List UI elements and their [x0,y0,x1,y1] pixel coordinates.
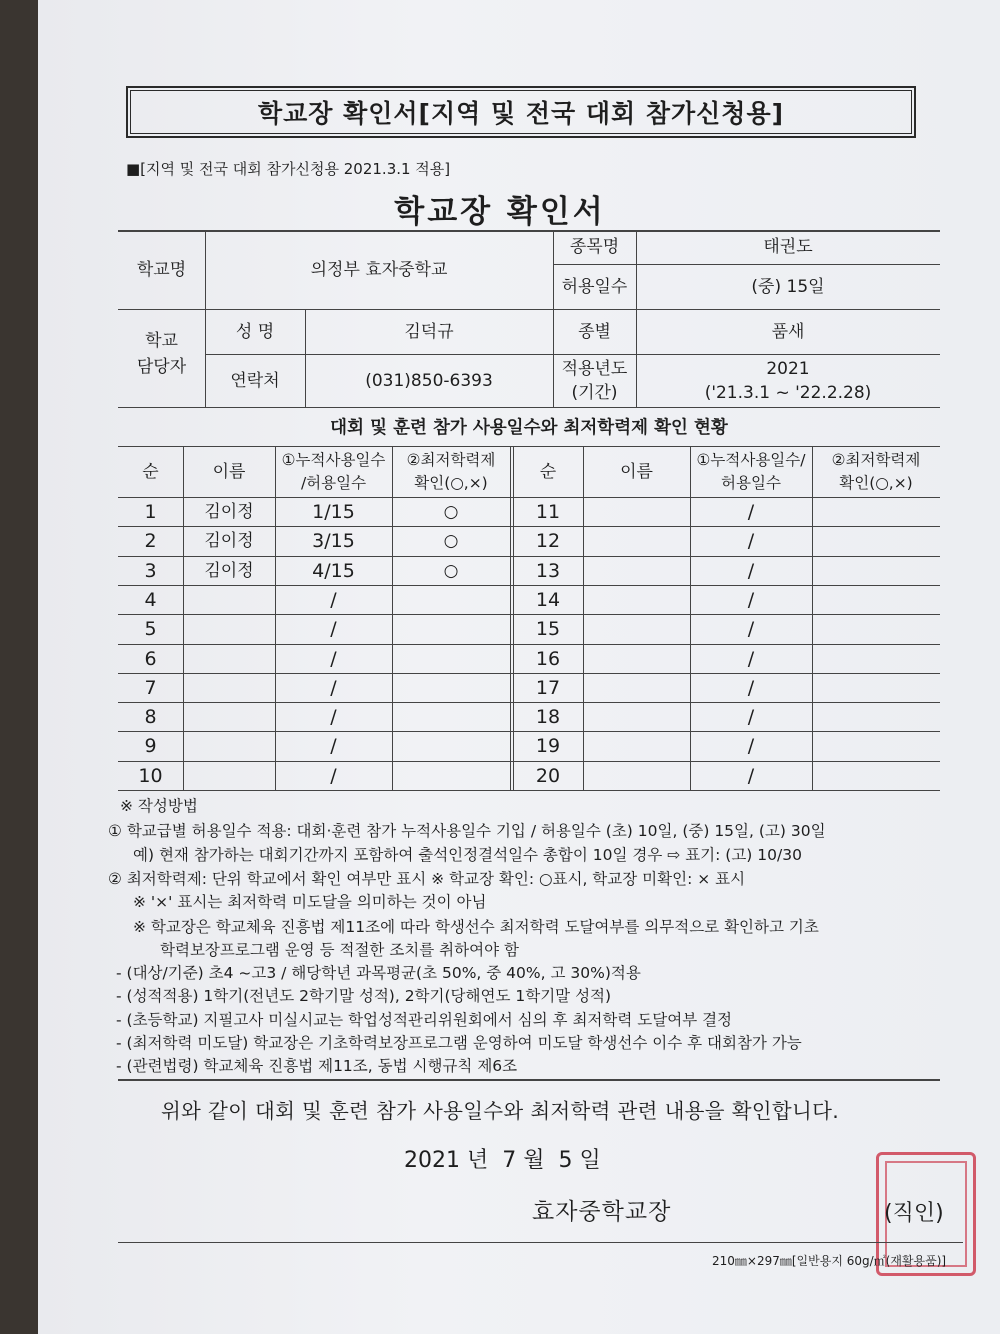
allowed-days-label: 허용일수 [561,276,628,297]
row-used-cell: / [747,734,755,757]
row-name-cell [583,497,690,526]
allowed-days-value: (중) 15일 [751,276,825,297]
row-no-cell: 14 [535,588,561,611]
row-no-cell: 15 [535,617,561,640]
header-check-right-1: ②최저학력제 [831,451,921,469]
header-used-right-2: 허용일수 [721,474,781,492]
row-check-cell [812,644,940,673]
row-check-cell [812,614,940,643]
header-name-right: 이름 [620,461,653,482]
row-name-cell [583,702,690,731]
form-subnote: ■[지역 및 전국 대회 참가신청용 2021.3.1 적용] [126,160,451,178]
year-label-2: (기간) [571,383,618,403]
row-used-cell: / [330,705,337,728]
note-line: ② 최저학력제: 단위 학교에서 확인 여부만 표시 ※ 학교장 확인: ○표시, 학교장 미확인: × 표시 [108,870,746,888]
row-no-cell: 11 [535,500,561,523]
manager-name-label: 성 명 [235,321,275,342]
row-used-cell: / [330,617,337,640]
row-check-cell [812,585,940,614]
row-name-cell [183,702,275,731]
row-check-cell [812,731,940,760]
manager-label-1: 학교 [145,331,178,351]
row-no-cell: 4 [144,588,157,611]
row-no-cell: 2 [144,529,157,552]
row-name-cell: 김이정 [204,530,254,551]
row-no-cell: 3 [144,559,157,582]
sport-label: 종목명 [569,237,620,257]
note-line: - (최저학력 미도달) 학교장은 기초학력보장프로그램 운영하여 미도달 학생선수 이수 후 대회참가 가능 [116,1034,802,1052]
row-check-cell [812,702,940,731]
row-used-cell: / [330,734,337,757]
header-check-left-2: 확인(○,×) [414,474,488,492]
row-name-cell [583,644,690,673]
row-no-cell: 16 [535,647,561,670]
header-used-left-1: ①누적사용일수 [281,451,386,469]
row-used-cell: / [747,617,755,640]
page-title: 학교장 확인서 [394,194,606,230]
header-check-left-1: ②최저학력제 [406,451,496,469]
row-used-cell: / [747,764,755,787]
row-check-cell [812,497,940,526]
row-used-cell: / [747,676,755,699]
row-name-cell [183,585,275,614]
header-used-left-2: /허용일수 [300,474,367,492]
row-name-cell: 김이정 [204,501,254,522]
row-check-cell [812,673,940,702]
header-name-left: 이름 [212,461,246,482]
row-name-cell [183,614,275,643]
row-check-cell [392,731,510,760]
note-line: - (초등학교) 지필고사 미실시교는 학업성적관리위원회에서 심의 후 최저학력 도달여부 결정 [116,1011,733,1029]
note-line: - (대상/기준) 초4 ~고3 / 해당학년 과목평균(초 50%, 중 40%, 고 30%)적용 [116,964,641,982]
row-no-cell: 17 [535,676,561,699]
row-name-cell [583,761,690,790]
row-check-cell [392,761,510,790]
confirmation-text: 위와 같이 대회 및 훈련 참가 사용일수와 최저학력 관련 내용을 확인합니다. [160,1099,840,1123]
issue-date: 2021 년 7 월 5 일 [404,1148,601,1173]
note-line: 예) 현재 참가하는 대회기간까지 포함하여 출석인정결석일수 총합이 10일 경우 ⇨ 표기: (고) 10/30 [133,846,802,864]
row-name-cell [183,644,275,673]
note-line: ※ '×' 표시는 최저학력 미도달을 의미하는 것이 아님 [133,893,487,911]
paper-spec: 210㎜×297㎜[일반용지 60g/㎡(재활용품)] [712,1254,947,1268]
note-line: ① 학교급별 허용일수 적용: 대회·훈련 참가 누적사용일수 기입 / 허용일수 (초) 10일, (중) 15일, (고) 30일 [108,822,826,840]
year-value: 2021 [766,359,810,379]
row-check-cell [812,526,940,555]
row-used-cell: / [747,588,755,611]
row-used-cell: 1/15 [312,500,355,523]
row-check-cell [392,702,510,731]
contact-label: 연락처 [230,370,280,391]
row-name-cell [183,731,275,760]
note-line: ※ 작성방법 [120,797,198,815]
row-no-cell: 9 [144,734,157,757]
seal-label: (직인) [884,1201,944,1226]
row-no-cell: 18 [535,705,561,728]
row-used-cell: 4/15 [312,559,355,582]
row-used-cell: 3/15 [312,529,355,552]
row-check-cell [392,614,510,643]
row-no-cell: 7 [144,676,157,699]
row-check-cell: ○ [443,560,459,581]
row-name-cell: 김이정 [204,560,254,581]
row-check-cell [392,644,510,673]
manager-label-2: 담당자 [136,357,187,377]
row-check-cell: ○ [443,530,459,551]
sport-value: 태권도 [763,237,813,257]
header-no-right: 순 [539,461,557,482]
row-name-cell [583,526,690,555]
school-name-label: 학교명 [136,259,187,280]
note-line: ※ 학교장은 학교체육 진흥법 제11조에 따라 학생선수 최저학력 도달여부를 의무적으로 확인하고 기초 [133,918,819,936]
row-name-cell [583,585,690,614]
header-no-left: 순 [142,461,159,482]
row-no-cell: 5 [144,617,157,640]
row-no-cell: 1 [144,500,157,523]
table-caption: 대회 및 훈련 참가 사용일수와 최저학력제 확인 현황 [330,418,728,438]
row-used-cell: / [747,500,755,523]
category-label: 종별 [578,321,611,342]
row-no-cell: 13 [535,559,561,582]
form-title-box: 학교장 확인서[지역 및 전국 대회 참가신청용] [126,86,916,138]
header-check-right-2: 확인(○,×) [839,474,913,492]
row-name-cell [183,673,275,702]
year-period: ('21.3.1 ~ '22.2.28) [704,383,872,403]
row-name-cell [583,614,690,643]
category-value: 품새 [771,321,805,342]
row-used-cell: / [330,647,337,670]
row-no-cell: 6 [144,647,157,670]
row-name-cell [583,556,690,585]
row-no-cell: 20 [535,764,561,787]
row-no-cell: 12 [535,529,561,552]
row-check-cell: ○ [443,501,459,522]
contact-value: (031)850-6393 [365,370,493,391]
row-used-cell: / [330,676,337,699]
note-line: - (성적적용) 1학기(전년도 2학기말 성적), 2학기(당해연도 1학기말 성적) [116,987,612,1005]
row-used-cell: / [747,647,755,670]
row-used-cell: / [747,529,755,552]
school-name-value: 의정부 효자중학교 [310,259,448,280]
row-no-cell: 19 [535,734,561,757]
row-no-cell: 8 [144,705,157,728]
row-used-cell: / [330,588,337,611]
manager-name-value: 김덕규 [404,321,454,342]
row-check-cell [812,556,940,585]
row-check-cell [812,761,940,790]
row-used-cell: / [747,559,755,582]
row-no-cell: 10 [138,764,163,787]
signer-title: 효자중학교장 [532,1199,672,1225]
row-name-cell [583,731,690,760]
row-check-cell [392,673,510,702]
note-line: 학력보장프로그램 운영 등 적절한 조치를 취하여야 함 [160,941,519,959]
row-name-cell [583,673,690,702]
row-used-cell: / [330,764,337,787]
row-check-cell [392,585,510,614]
year-label-1: 적용년도 [561,359,628,379]
note-line: - (관련법령) 학교체육 진흥법 제11조, 동법 시행규칙 제6조 [116,1057,518,1075]
row-used-cell: / [747,705,755,728]
row-name-cell [183,761,275,790]
header-used-right-1: ①누적사용일수/ [696,451,806,469]
